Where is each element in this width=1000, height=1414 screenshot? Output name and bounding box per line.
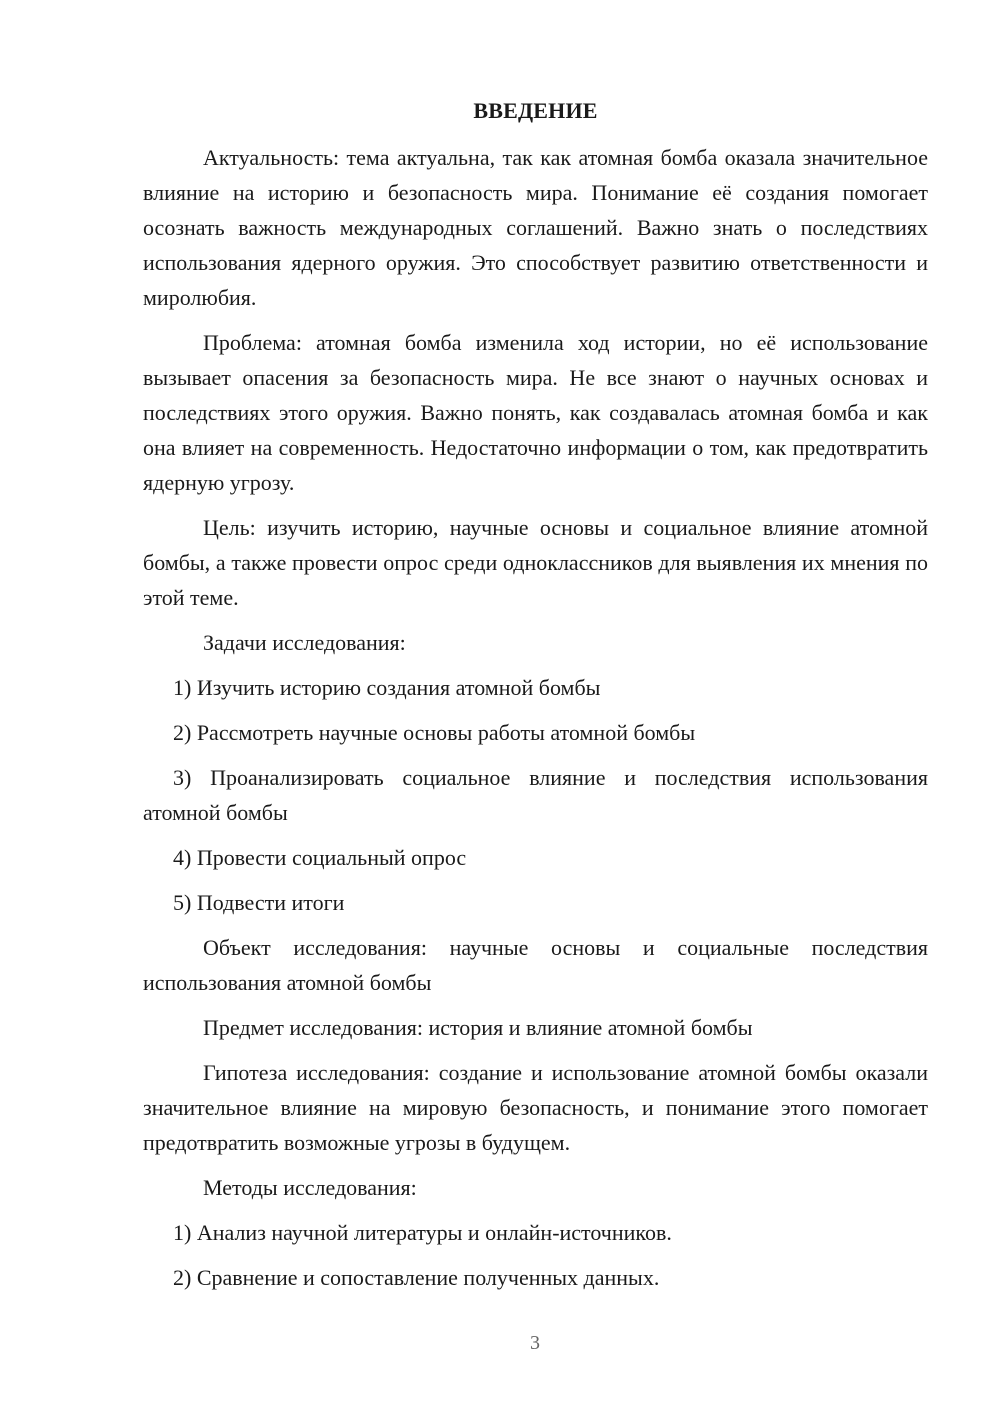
task-item: 1) Изучить историю создания атомной бомбы: [173, 675, 601, 700]
methods-heading: Методы исследования:: [203, 1175, 417, 1200]
task-item: 4) Провести социальный опрос: [173, 845, 467, 870]
page-number: 3: [530, 1332, 540, 1354]
relevance-paragraph: Актуальность: тема актуальна, так как атомная бомба оказала значительное влияние на историю и безопасность мира. Понимание её создания помогает осознать важность международных соглашений. Важно знать о последствиях использования ядерного оружия. Это способствует развитию ответственности и миролюбия.: [143, 145, 928, 310]
hypothesis-paragraph: Гипотеза исследования: создание и использование атомной бомбы оказали значительное влияние на мировую безопасность, и понимание этого помогает предотвратить возможные угрозы в будущем.: [143, 1060, 928, 1155]
task-item: 2) Рассмотреть научные основы работы атомной бомбы: [173, 720, 696, 745]
section-title: ВВЕДЕНИЕ: [473, 98, 598, 123]
research-subject-paragraph: Предмет исследования: история и влияние атомной бомбы: [203, 1015, 753, 1040]
research-object-paragraph: Объект исследования: научные основы и социальные последствия использования атомной бомбы: [143, 935, 928, 995]
goal-paragraph: Цель: изучить историю, научные основы и социальное влияние атомной бомбы, а также провести опрос среди одноклассников для выявления их мнения по этой теме.: [143, 515, 928, 610]
method-item: 2) Сравнение и сопоставление полученных данных.: [173, 1265, 660, 1290]
task-item: 5) Подвести итоги: [173, 890, 345, 915]
problem-paragraph: Проблема: атомная бомба изменила ход истории, но её использование вызывает опасения за безопасность мира. Не все знают о научных основах и последствиях этого оружия. Важно понять, как создавалась атомная бомба и как она влияет на современность. Недостаточно информации о том, как предотвратить ядерную угрозу.: [143, 330, 928, 495]
method-item: 1) Анализ научной литературы и онлайн-источников.: [173, 1220, 672, 1245]
task-item: 3) Проанализировать социальное влияние и последствия использования атомной бомбы: [143, 765, 928, 825]
tasks-heading: Задачи исследования:: [203, 630, 406, 655]
document-body: [143, 94, 928, 1295]
